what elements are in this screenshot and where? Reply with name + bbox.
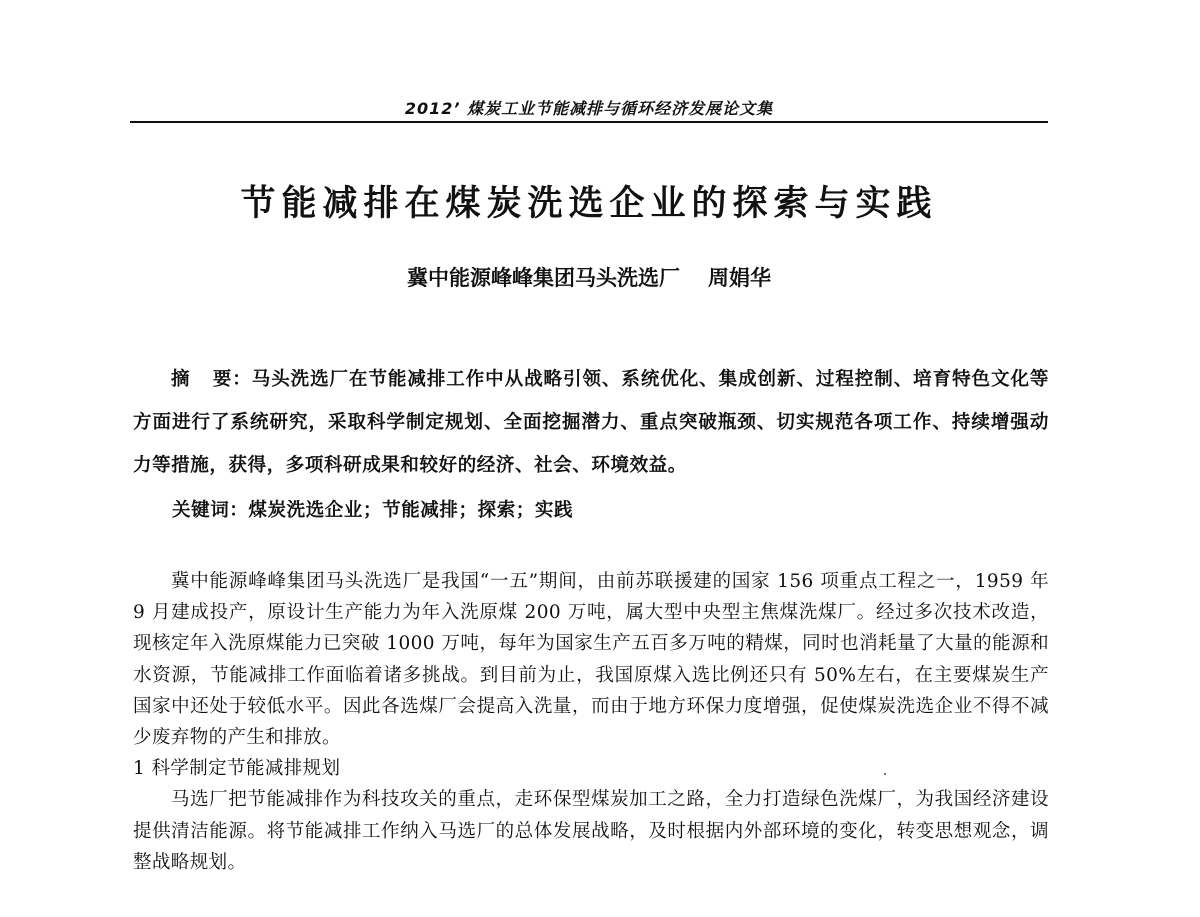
keywords-label: 关键词： <box>172 500 249 521</box>
intro-paragraph: 冀中能源峰峰集团马头洗选厂是我国“一五”期间，由前苏联援建的国家 156 项重点工程之一，1959 年 9 月建成投产，原设计生产能力为年入洗原煤 200 万吨，属大型中央型主焦煤洗煤厂。经过多次技术改造，现核定年入洗原煤能力已突破 1000 万吨，每年为国家生产五百多万吨的精煤，同时也消耗量了大量的能源和水资源，节能减排工作面临着诸多挑战。到目前为止，我国原煤入选比例还只有 50%左右，在主要煤炭生产国家中还处于较低水平。因此各选煤厂会提高入洗量，而由于地方环保力度增强，促使煤炭洗选企业不得不减少废弃物的产生和排放。 <box>133 571 1049 749</box>
section-1-paragraph: 马选厂把节能减排作为科技攻关的重点，走环保型煤炭加工之路，全力打造绿色洗煤厂，为我国经济建设提供清洁能源。将节能减排工作纳入马选厂的总体发展战略，及时根据内外部环境的变化，转变思想观念，调整战略规划。 <box>133 789 1049 873</box>
byline <box>130 262 1048 292</box>
running-header: 2012’ 煤炭工业节能减排与循环经济发展论文集 <box>404 99 774 118</box>
author-name: 周娟华 <box>708 266 771 290</box>
header-rule <box>130 121 1048 123</box>
body-text <box>133 566 1049 878</box>
abstract <box>133 358 1049 487</box>
abstract-label: 摘 要： <box>171 369 252 390</box>
abstract-text: 马头洗选厂在节能减排工作中从战略引领、系统优化、集成创新、过程控制、培育特色文化等方面进行了系统研究，采取科学制定规划、全面挖掘潜力、重点突破瓶颈、切实规范各项工作、持续增强动力等措施，获得，多项科研成果和较好的经济、社会、环境效益。 <box>133 369 1049 476</box>
keywords <box>172 496 573 522</box>
paper-title: 节能减排在煤炭洗选企业的探索与实践 <box>240 184 938 224</box>
keywords-text: 煤炭洗选企业；节能减排；探索；实践 <box>248 500 574 521</box>
scan-artifact-dot <box>884 773 886 775</box>
author-affiliation: 冀中能源峰峰集团马头洗选厂 <box>407 266 680 290</box>
section-heading-1: 1 科学制定节能减排规划 <box>133 758 341 780</box>
